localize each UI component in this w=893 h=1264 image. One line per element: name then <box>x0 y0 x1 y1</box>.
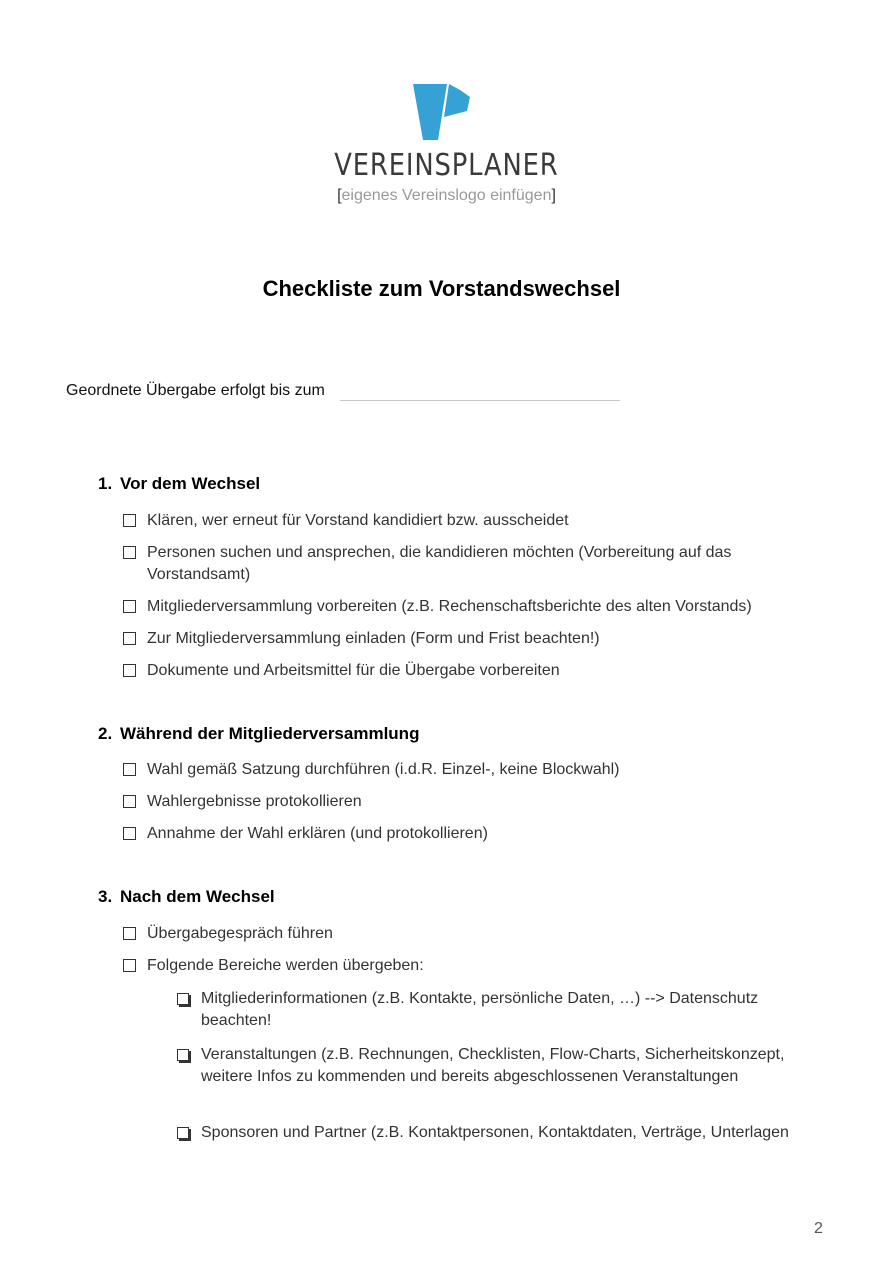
shadowed-checkbox-icon[interactable] <box>176 988 201 1032</box>
logo-mark-left <box>413 84 447 140</box>
section-title: Vor dem Wechsel <box>120 474 261 493</box>
checkbox-icon[interactable] <box>122 759 147 781</box>
section-title: Nach dem Wechsel <box>120 887 275 906</box>
checklist-item[interactable] <box>122 759 802 781</box>
checklist-item[interactable] <box>122 923 802 945</box>
bracket-close: ] <box>551 187 556 204</box>
checkbox-icon[interactable] <box>122 628 147 650</box>
subitem-text: Sponsoren und Partner (z.B. Kontaktpersonen, Kontaktdaten, Verträge, Unterlagen <box>201 1124 789 1141</box>
checklist-item[interactable] <box>122 510 802 532</box>
checkbox-icon[interactable] <box>122 660 147 682</box>
checklist-item[interactable] <box>122 542 802 586</box>
item-text: Mitgliederversammlung vorbereiten (z.B. Rechenschaftsberichte des alten Vorstands) <box>147 598 752 615</box>
checklist-subitem[interactable] <box>176 1044 796 1088</box>
logo-icon <box>412 83 472 143</box>
shadowed-checkbox-icon[interactable] <box>176 1044 201 1088</box>
item-text: Folgende Bereiche werden übergeben: <box>147 957 424 974</box>
logo-wordmark: VEREINSPLANER <box>334 148 559 183</box>
checkbox-icon[interactable] <box>122 823 147 845</box>
checkbox-icon[interactable] <box>122 791 147 813</box>
checklist-item[interactable] <box>122 628 802 650</box>
checklist-item[interactable] <box>122 791 802 813</box>
subitem-text: Mitgliederinformationen (z.B. Kontakte, persönliche Daten, …) --> Datenschutz beachten! <box>201 990 759 1029</box>
item-text: Wahl gemäß Satzung durchführen (i.d.R. Einzel-, keine Blockwahl) <box>147 761 620 778</box>
item-text: Zur Mitgliederversammlung einladen (Form und Frist beachten!) <box>147 630 600 647</box>
subitem-text: Veranstaltungen (z.B. Rechnungen, Checklisten, Flow-Charts, Sicherheitskonzept, weitere Infos zu kommenden und bereits abgeschlossenen Veranstaltungen <box>201 1046 785 1085</box>
item-text: Klären, wer erneut für Vorstand kandidiert bzw. ausscheidet <box>147 512 569 529</box>
item-text: Wahlergebnisse protokollieren <box>147 793 362 810</box>
section-number: 1. <box>98 474 113 493</box>
checkbox-icon[interactable] <box>122 542 147 586</box>
checklist-subitem[interactable] <box>176 988 796 1032</box>
checkbox-icon[interactable] <box>122 923 147 945</box>
section-number: 3. <box>98 887 113 906</box>
logo-placeholder <box>0 187 893 205</box>
shadowed-checkbox-icon[interactable] <box>176 1122 201 1144</box>
checklist-item[interactable] <box>122 955 802 977</box>
checklist-item[interactable] <box>122 596 802 618</box>
page-title: Checkliste zum Vorstandswechsel <box>262 276 621 301</box>
handover-date-field[interactable] <box>340 400 620 401</box>
section-title: Während der Mitgliederversammlung <box>120 724 420 743</box>
item-text: Annahme der Wahl erklären (und protokollieren) <box>147 825 488 842</box>
logo-placeholder-text: eigenes Vereinslogo einfügen <box>341 187 552 204</box>
handover-label: Geordnete Übergabe erfolgt bis zum <box>66 382 325 399</box>
checklist-subitem[interactable] <box>176 1122 796 1144</box>
checklist-item[interactable] <box>122 660 802 682</box>
checkbox-icon[interactable] <box>122 510 147 532</box>
page-number: 2 <box>814 1220 823 1237</box>
item-text: Personen suchen und ansprechen, die kandidieren möchten (Vorbereitung auf das Vorstandsamt) <box>147 544 732 583</box>
checkbox-icon[interactable] <box>122 955 147 977</box>
bracket-open: [ <box>337 187 342 204</box>
logo-mark-right <box>444 84 470 117</box>
item-text: Übergabegespräch führen <box>147 925 333 942</box>
item-text: Dokumente und Arbeitsmittel für die Übergabe vorbereiten <box>147 662 560 679</box>
section-heading <box>98 887 275 907</box>
section-number: 2. <box>98 724 113 743</box>
checkbox-icon[interactable] <box>122 596 147 618</box>
section-heading <box>98 474 260 494</box>
section-heading <box>98 724 419 744</box>
checklist-item[interactable] <box>122 823 802 845</box>
